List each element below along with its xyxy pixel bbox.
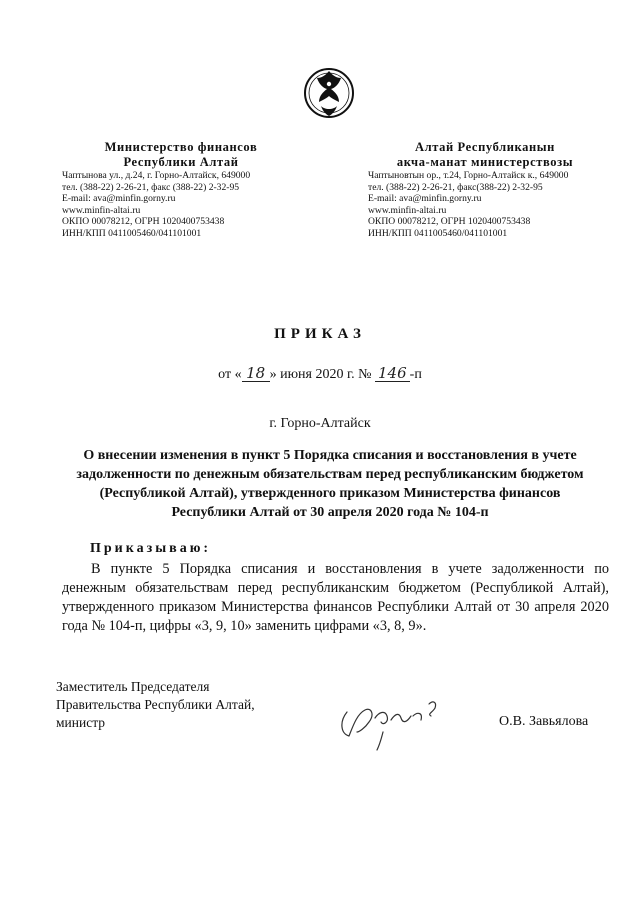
left-phone: тел. (388-22) 2-26-21, факс (388-22) 2-32-95 [62, 181, 240, 193]
handwritten-order-number: 146 [375, 366, 410, 382]
left-org-line2: Республики Алтай [123, 155, 239, 169]
position-line3: министр [56, 715, 106, 730]
position-line1: Заместитель Председателя [56, 679, 210, 694]
right-phone: тел. (388-22) 2-26-21, факс(388-22) 2-32-95 [368, 181, 543, 193]
handwritten-day: 18 [242, 366, 270, 382]
order-title: ПРИКАЗ [274, 326, 366, 342]
right-org-name [370, 140, 600, 170]
right-email: E-mail: ava@minfin.gorny.ru [368, 193, 482, 205]
right-address: Чаптыновтын ор., т.24, Горно-Алтайск к., 649000 [368, 170, 569, 181]
right-org-line2: акча-манат министерствозы [396, 155, 574, 169]
left-codes: ОКПО 00078212, ОГРН 1020400753438 [62, 216, 225, 228]
number-suffix: -п [409, 367, 422, 382]
date-middle: » июня 2020 г. № [269, 367, 372, 382]
left-email: E-mail: ava@minfin.gorny.ru [62, 193, 176, 205]
left-contact-block [62, 170, 250, 240]
handwritten-signature [335, 692, 445, 754]
left-address: Чаптынова ул., д.24, г. Горно-Алтайск, 649000 [62, 170, 251, 181]
body-paragraph: В пункте 5 Порядка списания и восстановления в учете задолженности по денежным обязательствам перед республиканским бюджетом (Республикой Алтай), утвержденного приказом Министерства финансов Республики Алтай от 30 апреля 2020 года № 104-п, цифры «3, 9, 10» заменить цифрами «3, 8, 9». [62, 561, 609, 634]
left-inn: ИНН/КПП 0411005460/041101001 [62, 227, 202, 239]
right-inn: ИНН/КПП 0411005460/041101001 [368, 227, 508, 239]
right-codes: ОКПО 00078212, ОГРН 1020400753438 [368, 216, 531, 228]
position-line2: Правительства Республики Алтай, [56, 697, 255, 712]
left-website: www.minfin-altai.ru [62, 204, 141, 216]
right-contact-block [368, 170, 568, 240]
directive-heading: Приказываю: [90, 541, 212, 556]
order-subject: О внесении изменения в пункт 5 Порядка списания и восстановления в учете задолженности по денежным обязательствам перед республиканским бюджетом (Республикой Алтай), утвержденного приказом Министерства финансов Республики Алтай от 30 апреля 2020 года № 104-п [76, 448, 584, 520]
city: г. Горно-Алтайск [269, 416, 371, 431]
signatory-position [56, 678, 255, 732]
signatory-name: О.В. Завьялова [499, 714, 589, 729]
right-org-line1: Алтай Республиканын [415, 140, 555, 154]
left-org-line1: Министерство финансов [104, 140, 258, 154]
coat-of-arms-emblem [303, 62, 355, 124]
order-date-number [0, 366, 640, 383]
date-prefix: от « [218, 367, 242, 382]
left-org-name [66, 140, 296, 170]
right-website: www.minfin-altai.ru [368, 204, 447, 216]
